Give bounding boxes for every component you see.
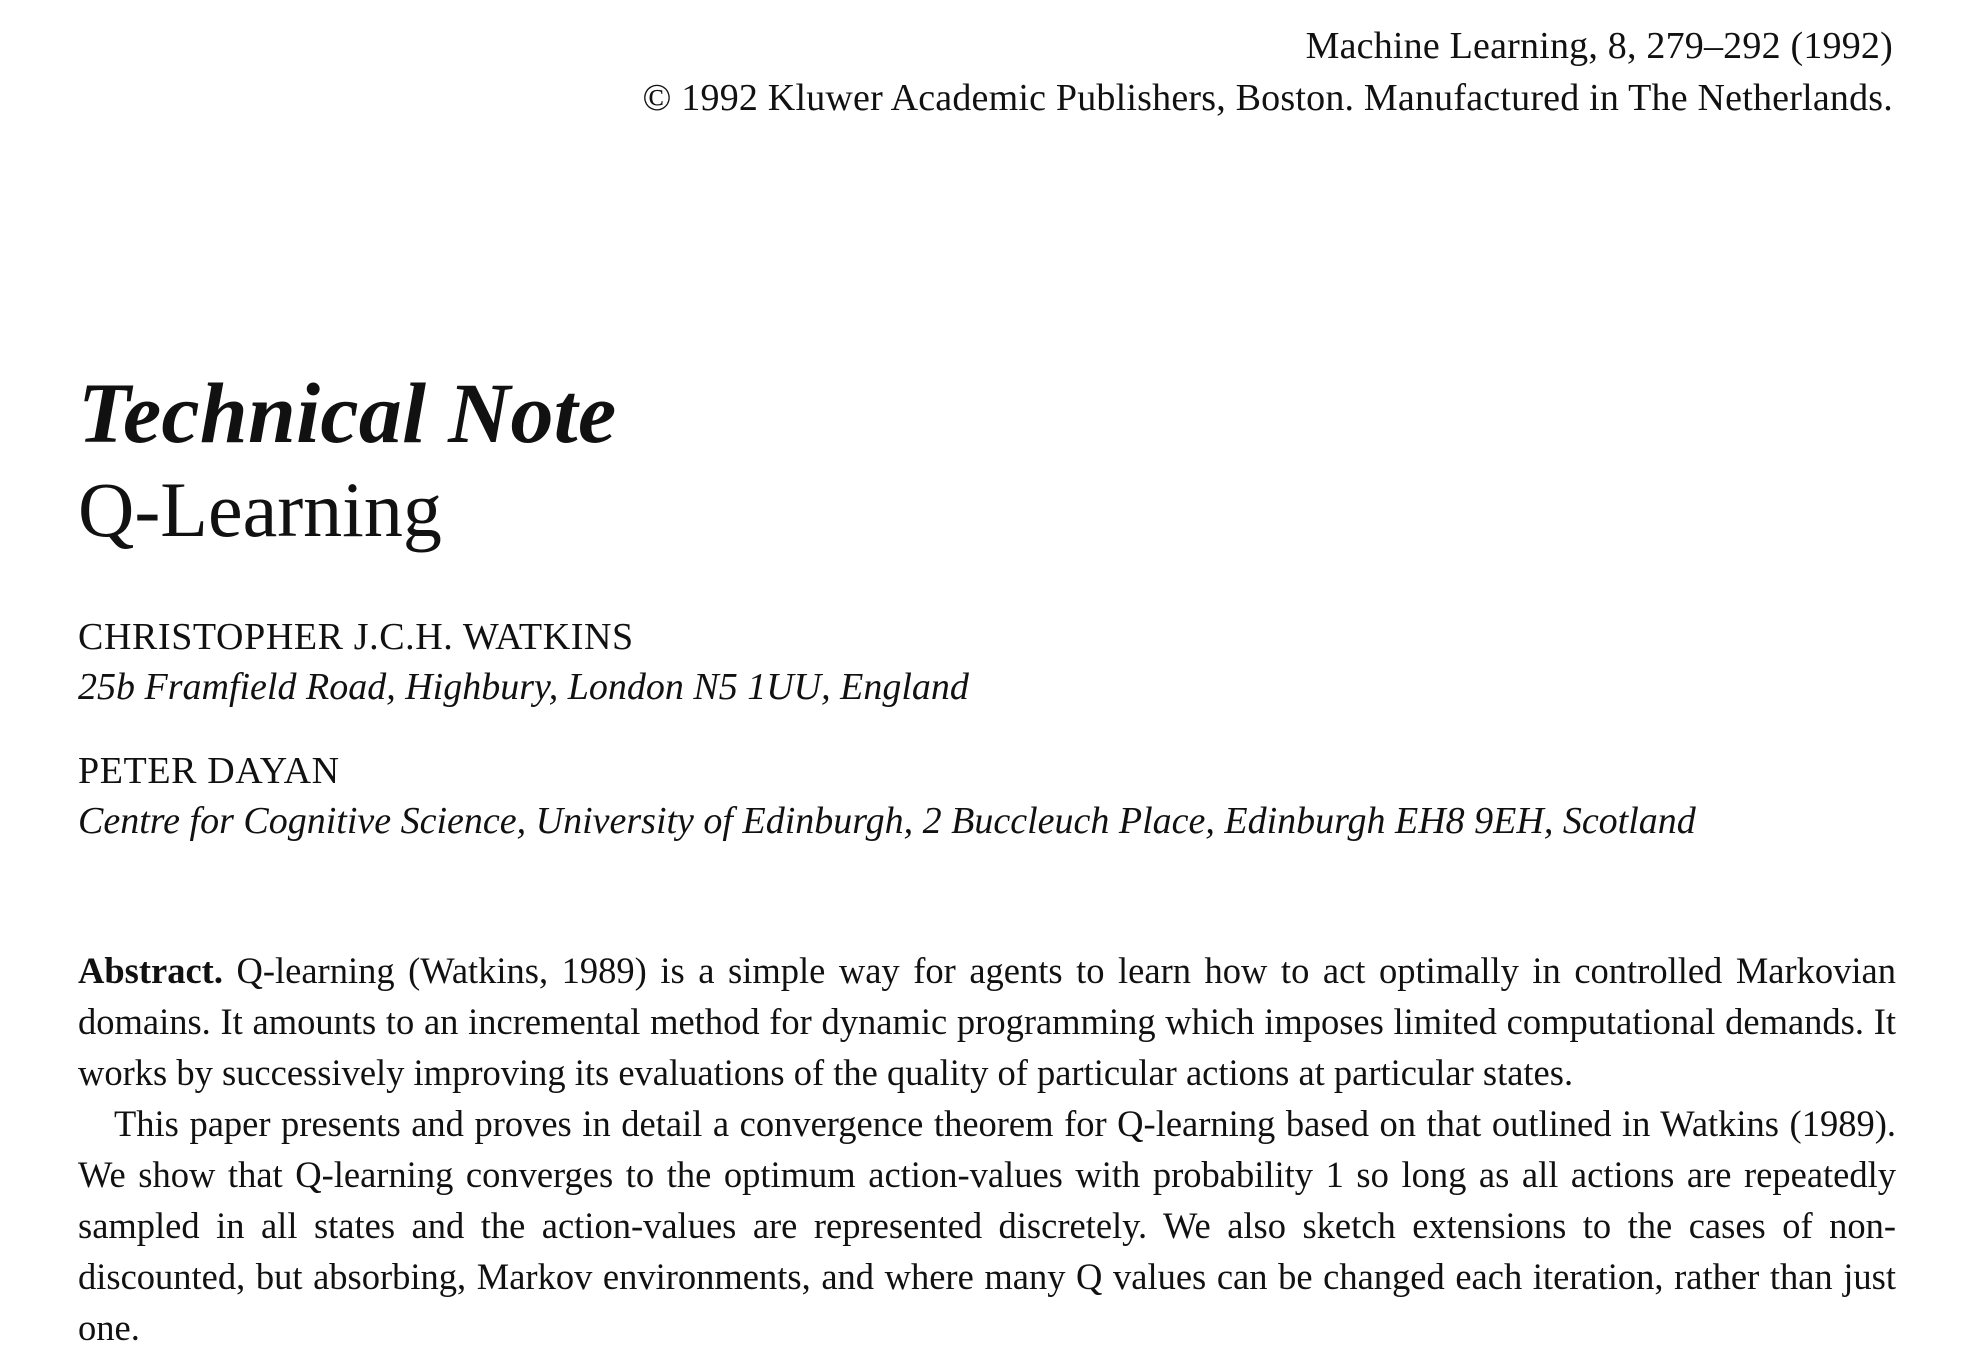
copyright-line: © 1992 Kluwer Academic Publishers, Boston. Manufactured in The Netherlands. (642, 77, 1893, 119)
author-list (78, 612, 1898, 846)
abstract-paragraph (78, 945, 1896, 1098)
author-name: CHRISTOPHER J.C.H. WATKINS (78, 616, 634, 658)
abstract-section (78, 945, 1896, 1353)
abstract-paragraph: This paper presents and proves in detail a convergence theorem for Q-learning based on that outlined in Watkins (1989). We show that Q-learning converges to the optimum action-values with probability 1 so long as all actions are repeatedly sampled in all states and the action-values are represented discretely. We also sketch extensions to the cases of non-discounted, but absorbing, Markov environments, and where many Q values can be changed each iteration, rather than just one. (78, 1103, 1896, 1348)
author-name: PETER DAYAN (78, 750, 340, 792)
abstract-text: Q-learning (Watkins, 1989) is a simple way for agents to learn how to act optimally in controlled Markovian domains. It amounts to an incremental method for dynamic programming which imposes limited computational demands. It works by successively improving its evaluations of the quality of particular actions at particular states. (78, 950, 1897, 1093)
paper-title: Q-Learning (78, 466, 442, 553)
author-affiliation: 25b Framfield Road, Highbury, London N5 1UU, England (78, 666, 969, 708)
abstract-label: Abstract. (78, 950, 223, 991)
journal-header (643, 20, 1893, 124)
author-entry (78, 746, 1898, 846)
author-entry (78, 612, 1898, 712)
author-affiliation: Centre for Cognitive Science, University of Edinburgh, 2 Buccleuch Place, Edinburgh EH8 9EH, Scotland (78, 800, 1696, 842)
journal-citation: Machine Learning, 8, 279–292 (1992) (1305, 25, 1893, 67)
title-block (78, 365, 616, 555)
article-type-heading: Technical Note (78, 365, 617, 461)
